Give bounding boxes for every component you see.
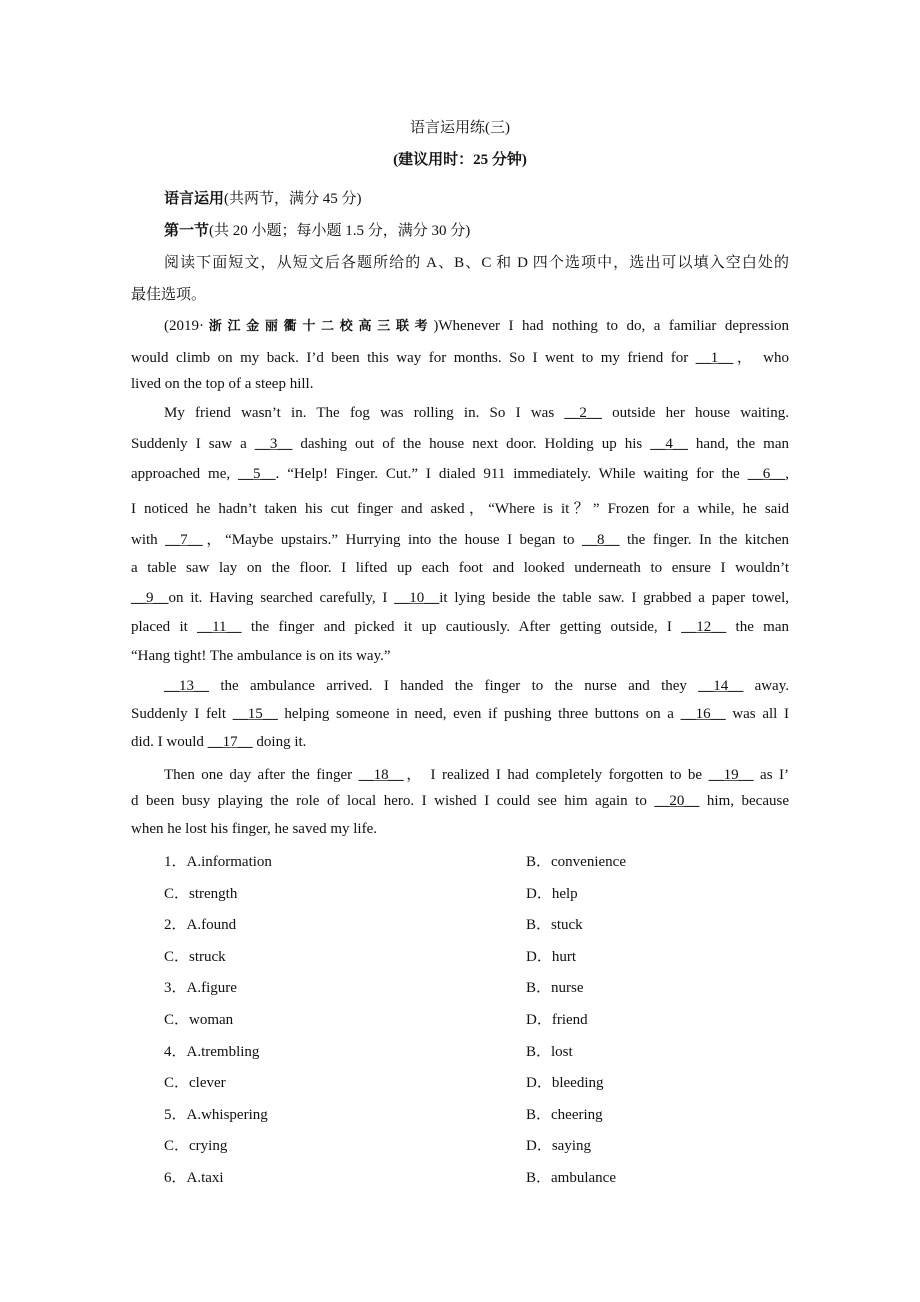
passage-line [131,734,789,751]
blank-12: __12__ [681,619,727,635]
passage-line: when he lost his finger, he saved my life. [131,821,378,837]
passage-line [164,315,789,335]
passage-line [131,346,789,367]
blank-1: __1__ [695,350,734,366]
passage-text: My friend wasn’t in. The fog was rolling in. So I was [164,405,565,421]
part-heading [164,219,789,240]
passage-text: him, because [699,793,789,809]
passage-line [131,706,789,723]
blank-2: __2__ [564,405,602,421]
passage-line [131,619,789,636]
option-5B: B．cheering [526,1107,603,1123]
passage-text: Then one day after the finger [164,767,359,783]
blank-11: __11__ [197,619,242,635]
passage-text: dashing out of the house next door. Holding up his [292,436,651,452]
blank-10: __10__ [394,590,440,606]
section-heading [164,187,789,208]
passage-text: , [785,466,789,482]
source-year: (2019· [164,318,204,334]
section-heading-bold: 语言运用 [164,191,225,207]
passage-text: with [131,532,166,548]
option-4C: C．clever [164,1075,226,1091]
instruction-line: 最佳选项。 [131,287,207,303]
passage-line [131,436,789,453]
option-1D: D．help [526,886,578,902]
option-1C: C．strength [164,886,238,902]
blank-9: __9__ [131,590,169,606]
passage-text: on it. Having searched carefully, I [168,590,395,606]
source-name: 浙江金丽衢十二校高三联考 [204,318,434,333]
blank-6: __6__ [747,466,786,482]
passage-text: . “Help! Finger. Cut.” I dialed 911 immediately. While waiting for the [275,466,748,482]
option-4A: 4．A.trembling [164,1044,260,1060]
option-3A: 3．A.figure [164,980,237,996]
suggested-time: (建议用时：25 分钟) [393,152,527,168]
passage-text: placed it [131,619,198,635]
blank-13: __13__ [164,678,209,694]
option-5D: D．saying [526,1138,592,1154]
option-6B: B．ambulance [526,1170,616,1186]
blank-5: __5__ [238,466,276,482]
section-heading-rest: (共两节，满分 45 分) [224,191,362,207]
passage-text: away. [743,678,789,694]
passage-line [131,466,789,483]
passage-line [164,678,789,695]
passage-text: Suddenly I felt [131,706,233,722]
option-2D: D．hurt [526,949,577,965]
option-2C: C．struck [164,949,226,965]
option-3B: B．nurse [526,980,584,996]
passage-text: Whenever I had nothing to do, a familiar depression [438,318,789,334]
passage-text: the man [726,619,789,635]
passage-line [131,528,789,549]
passage-line: a table saw lay on the floor. I lifted up each foot and looked underneath to ensure I wouldn’t [131,560,789,576]
option-4D: D．bleeding [526,1075,604,1091]
instruction-line: 阅读下面短文，从短文后各题所给的 A、B、C 和 D 四个选项中，选出可以填入空白处的 [164,255,789,271]
blank-16: __16__ [680,706,726,722]
option-5C: C．crying [164,1138,228,1154]
part-heading-rest: (共 20 小题；每小题 1.5 分，满分 30 分) [209,223,471,239]
blank-8: __8__ [582,532,620,548]
option-1B: B．convenience [526,854,626,870]
blank-18: __18__ [358,767,404,783]
blank-20: __20__ [654,793,700,809]
passage-text: the finger and picked it up cautiously. After getting outside, I [241,619,682,635]
blank-3: __3__ [254,436,293,452]
option-5A: 5．A.whispering [164,1107,268,1123]
blank-4: __4__ [650,436,688,452]
passage-text: helping someone in need, even if pushing three buttons on a [277,706,681,722]
passage-line: “Hang tight! The ambulance is on its way.” [131,648,391,664]
passage-text: the finger. In the kitchen [619,532,789,548]
document-title: 语言运用练(三) [410,120,510,136]
passage-line [131,793,789,810]
option-1A: 1．A.information [164,854,272,870]
passage-text: doing it. [252,734,307,750]
passage-text: approached me, [131,466,239,482]
passage-text: did. I would [131,734,208,750]
passage-text: it lying beside the table saw. I grabbed a paper towel, [439,590,789,606]
passage-text: was all I [725,706,789,722]
passage-text: outside her house waiting. [601,405,789,421]
passage-text: Suddenly I saw a [131,436,255,452]
passage-line: lived on the top of a steep hill. [131,376,314,392]
passage-text: ， I realized I had completely forgotten to be [403,767,709,783]
passage-line [164,405,789,422]
option-2A: 2．A.found [164,917,237,933]
blank-7: __7__ [165,532,203,548]
option-4B: B．lost [526,1044,573,1060]
blank-19: __19__ [708,767,754,783]
passage-text: d been busy playing the role of local hero. I wished I could see him again to [131,793,655,809]
passage-line: I noticed he hadn’t taken his cut finger and asked，“Where is it？” Frozen for a while, he said [131,501,789,517]
blank-17: __17__ [207,734,253,750]
passage-text: as I’ [753,767,789,783]
blank-15: __15__ [232,706,278,722]
passage-line [164,763,789,784]
passage-text: hand, the man [687,436,789,452]
passage-text: ，“Maybe upstairs.” Hurrying into the house I began to [202,532,583,548]
option-3C: C．woman [164,1012,234,1028]
option-2B: B．stuck [526,917,583,933]
passage-text: ， who [733,350,789,366]
passage-text: would climb on my back. I’d been this way for months. So I went to my friend for [131,350,696,366]
option-6A: 6．A.taxi [164,1170,224,1186]
passage-text: the ambulance arrived. I handed the finger to the nurse and they [209,678,699,694]
source-close: ) [433,318,439,334]
passage-line [131,590,789,607]
option-3D: D．friend [526,1012,588,1028]
part-heading-bold: 第一节 [164,223,210,239]
blank-14: __14__ [698,678,744,694]
